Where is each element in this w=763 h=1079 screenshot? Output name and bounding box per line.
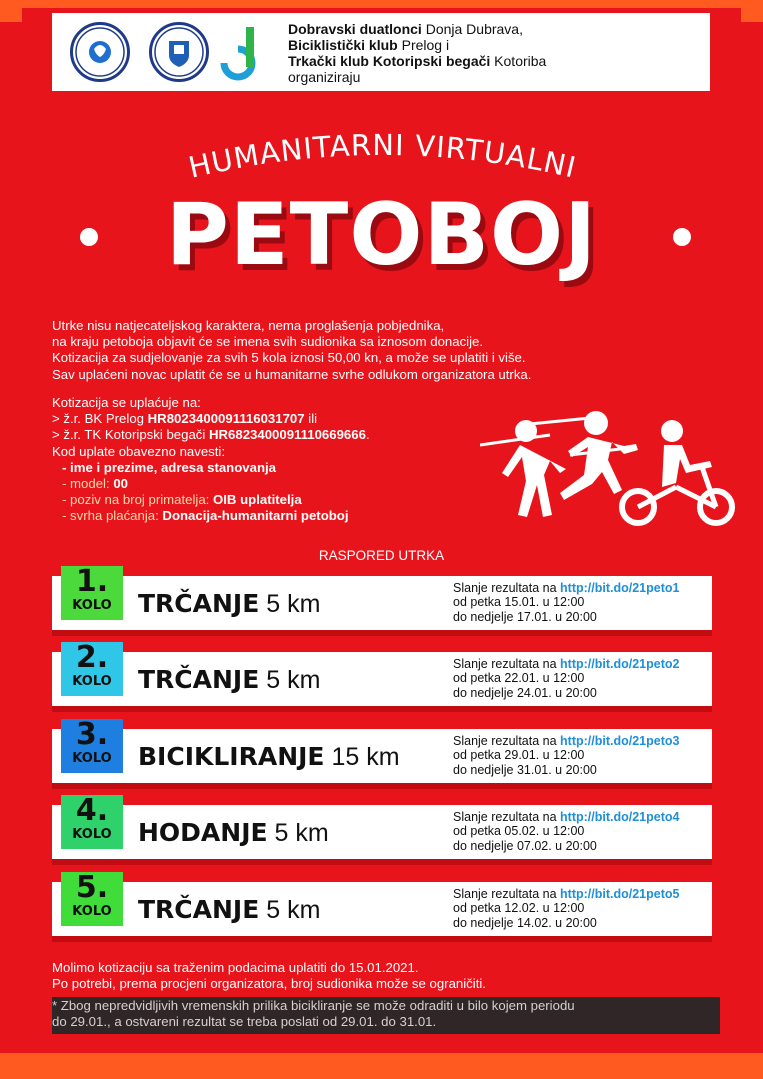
round-activity: TRČANJE 5 km [138, 895, 321, 924]
round-badge [61, 642, 123, 696]
round-row [52, 870, 712, 936]
bk-prelog-logo [149, 22, 209, 82]
round-row [52, 564, 712, 630]
round-number: 1. [75, 564, 109, 599]
page-title: PETOBOJ [165, 185, 598, 285]
round-kolo-label: KOLO [72, 674, 112, 689]
round-kolo-label: KOLO [72, 598, 112, 613]
round-info: Slanje rezultata na http://bit.do/21peto3 od petka 29.01. u 12:00 do nedjelje 31.01. u 20:00 [453, 734, 680, 777]
intro-text: Utrke nisu natjecateljskog karaktera, nema proglašenja pobjednika, na kraju petoboja objavit će se imena svih sudionika sa iznosom donacije. Kotizacija za sudjelovanje za svih 5 kola iznosi 50,00 kn, a može se uplatiti i više. Sav uplaćeni novac uplatit će se u humanitarne svrhe odlukom organizatora utrka. [52, 318, 532, 382]
round-info: Slanje rezultata na http://bit.do/21peto2 od petka 22.01. u 12:00 do nedjelje 24.01. u 20:00 [453, 657, 680, 700]
round-activity: TRČANJE 5 km [138, 665, 321, 694]
round-kolo-label: KOLO [72, 827, 112, 842]
results-link[interactable]: http://bit.do/21peto4 [560, 810, 680, 824]
dobravski-duatlonci-logo [218, 25, 266, 85]
round-number: 3. [75, 717, 109, 752]
round-kolo-label: KOLO [72, 751, 112, 766]
weather-note: * Zbog nepredvidljivih vremenskih prilika bicikliranje se može odraditi u bilo kojem periodu do 29.01., a ostvareni rezultat se treba poslati od 29.01. do 31.01. [52, 997, 720, 1034]
organizers-text: Dobravski duatlonci Donja Dubrava, Biciklistički klub Prelog i Trkački klub Kotoripski begači Kotoriba organiziraju [288, 21, 547, 85]
round-number: 5. [75, 870, 109, 905]
results-link[interactable]: http://bit.do/21peto5 [560, 887, 680, 901]
round-info: Slanje rezultata na http://bit.do/21peto5 od petka 12.02. u 12:00 do nedjelje 14.02. u 20:00 [453, 887, 680, 930]
footer-text: Molimo kotizaciju sa traženim podacima uplatiti do 15.01.2021. Po potrebi, prema procjeni organizatora, broj sudionika može se ograničiti. [52, 960, 486, 992]
round-number: 2. [75, 640, 109, 675]
round-activity: BICIKLIRANJE 15 km [138, 742, 400, 771]
round-number: 4. [75, 793, 109, 828]
round-badge [61, 719, 123, 773]
schedule-title: RASPORED UTRKA [318, 548, 445, 563]
round-activity: TRČANJE 5 km [138, 589, 321, 618]
results-link[interactable]: http://bit.do/21peto2 [560, 657, 680, 671]
round-row [52, 640, 712, 706]
svg-text:HUMANITARNI VIRTUALNI: HUMANITARNI VIRTUALNI [185, 127, 580, 185]
round-activity: HODANJE 5 km [138, 818, 329, 847]
bottom-stripe [0, 1053, 763, 1079]
round-badge [61, 795, 123, 849]
athletes-illustration [480, 405, 740, 535]
round-row [52, 717, 712, 783]
payment-info: Kotizacija se uplaćuje na: > ž.r. BK Prelog HR8023400091116031707 ili > ž.r. TK Kotoripski begači HR6823400091110669666. Kod uplate obavezno navesti: - ime i prezime, adresa stanovanja - model: 00 - poziv na broj primatelja: OIB uplatitelja - svrha plaćanja: Donacija-humanitarni petoboj [52, 395, 370, 524]
round-badge [61, 566, 123, 620]
results-link[interactable]: http://bit.do/21peto1 [560, 581, 680, 595]
tk-kotoriba-logo [70, 22, 130, 82]
round-info: Slanje rezultata na http://bit.do/21peto1 od petka 15.01. u 12:00 do nedjelje 17.01. u 20:00 [453, 581, 680, 624]
results-link[interactable]: http://bit.do/21peto3 [560, 734, 680, 748]
round-info: Slanje rezultata na http://bit.do/21peto4 od petka 05.02. u 12:00 do nedjelje 07.02. u 20:00 [453, 810, 680, 853]
header-banner [52, 13, 710, 91]
round-badge [61, 872, 123, 926]
round-row [52, 793, 712, 859]
round-kolo-label: KOLO [72, 904, 112, 919]
